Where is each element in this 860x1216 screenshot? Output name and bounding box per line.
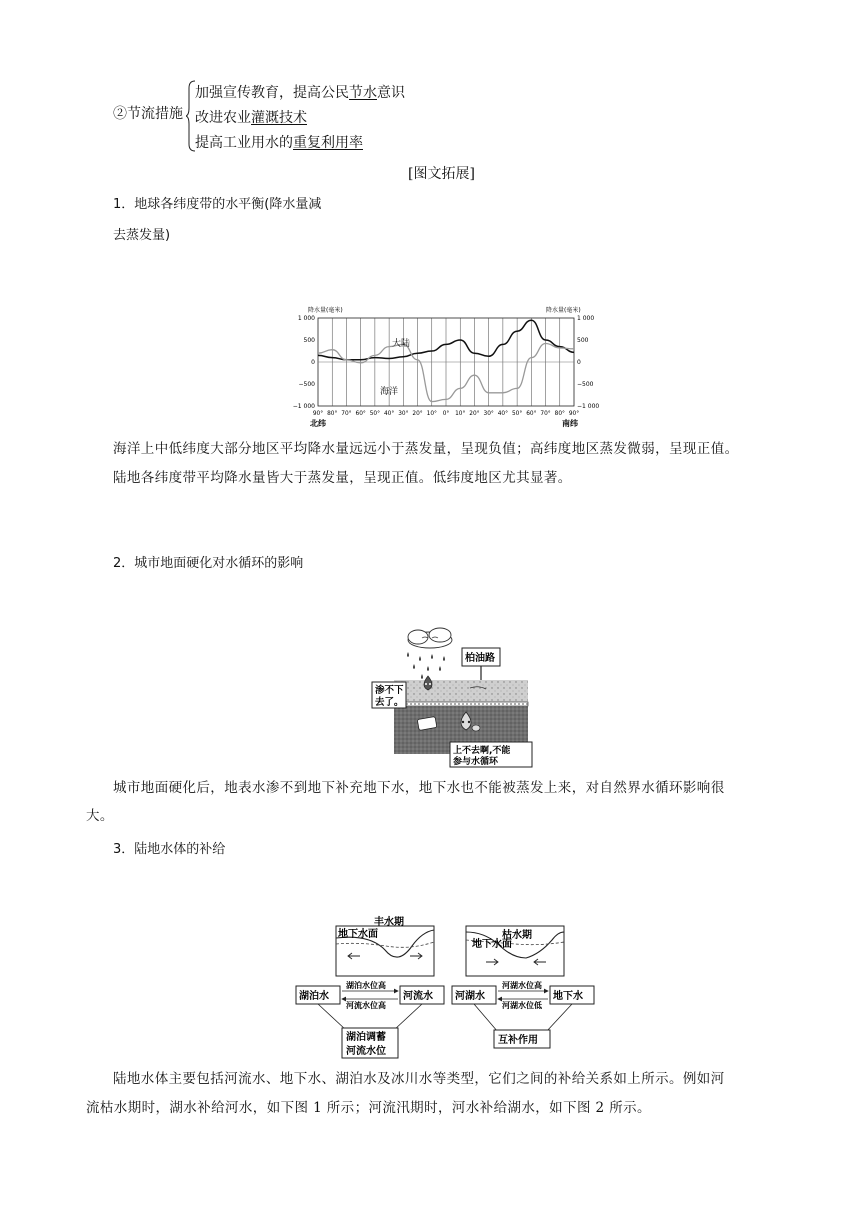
chart-y-tick-right: 500: [577, 337, 589, 344]
measure-line-3: [195, 132, 363, 152]
speech-seep-line-1: 渗不下: [375, 685, 404, 696]
measure-line-1-tail: 意识: [377, 85, 405, 101]
chart-x-tick-label: 20°: [469, 411, 480, 417]
chart-x-tick-label: 70°: [540, 411, 551, 417]
high-water-period: 丰水期: [374, 917, 404, 928]
chart-ylabel-left: 降水量(毫米): [308, 307, 343, 314]
item3-paragraph-1: 陆地水体主要包括河流水、地下水、湖泊水及冰川水等类型，它们之间的补给关系如上所示。例如河: [113, 1071, 725, 1087]
chart-y-tick-right: 0: [577, 359, 581, 366]
arrow-label-river-lake-high: 河湖水位高: [502, 981, 542, 990]
measure-line-2-text: 改进农业: [195, 110, 251, 126]
high-water-table-label: 地下水面: [338, 929, 378, 940]
chart-x-tick-label: 90°: [568, 411, 580, 417]
chart-x-tick-label: 80°: [554, 411, 565, 417]
measure-keyword-2: 灌溉技术: [251, 110, 307, 126]
item1-paragraph-2: 陆地各纬度带平均降水量皆大于蒸发量，呈现正值。低纬度地区尤其显著。: [113, 470, 572, 486]
low-water-period: 枯水期: [502, 930, 532, 941]
chart-x-tick-label: 40°: [497, 411, 509, 417]
speech-up-line-2: 参与水循环: [453, 757, 499, 767]
chart-x-tick-label: 40°: [383, 411, 395, 417]
item3-paragraph-2: 流枯水期时，湖水补给河水，如下图 1 所示；河流汛期时，河水补给湖水，如下图 2 所示。: [86, 1100, 651, 1116]
measure-line-2: [195, 107, 307, 127]
measure-line-3-text: 提高工业用水的: [195, 135, 293, 151]
item3-title: 3．陆地水体的补给: [113, 842, 226, 857]
chart-x-tick-label: 10°: [455, 411, 466, 417]
measures-label: ②节流措施: [113, 106, 183, 122]
high-water-panel: [296, 915, 444, 1058]
chart-y-tick-left: 500: [303, 337, 315, 344]
chart-x-tick-label: 50°: [511, 411, 523, 417]
item1-paragraph-1: 海洋上中低纬度大部分地区平均降水量远远小于蒸发量，呈现负值；高纬度地区蒸发微弱，呈现正值。: [113, 441, 739, 457]
box-groundwater-label: 地下水: [553, 991, 583, 1002]
lake-regulation-line-2: 河流水位: [346, 1046, 386, 1057]
chart-x-right-label: 南纬: [562, 419, 578, 428]
item1-title-paren: (降水量减: [264, 197, 322, 212]
arrow-label-river-high: 河流水位高: [346, 1001, 386, 1010]
chart-y-tick-left: 0: [311, 359, 315, 366]
chart-x-left-label: 北纬: [310, 419, 326, 428]
lake-regulation-line-1: 湖泊调蓄: [346, 1032, 386, 1043]
low-water-table-label: 地下水面: [472, 939, 512, 950]
item1-title-cont: 去蒸发量): [113, 228, 171, 243]
arrow-label-river-lake-low: 河湖水位低: [502, 1001, 542, 1010]
urban-hardening-illustration: [370, 626, 534, 768]
chart-y-tick-right: 1 000: [577, 315, 595, 322]
box-river-water-label: 河流水: [403, 991, 433, 1002]
chart-x-tick-label: 0°: [442, 411, 450, 417]
cloud-icon: [408, 628, 452, 648]
land-water-recharge-diagram: [290, 914, 600, 1062]
section-title: [图文拓展]: [408, 166, 475, 182]
box-lake-water-label: 湖泊水: [299, 991, 329, 1002]
chart-y-tick-left: −1 000: [292, 403, 315, 410]
chart-x-tick-label: 50°: [369, 411, 381, 417]
water-balance-chart: [290, 300, 600, 435]
speech-seep-line-2: 去了。: [375, 697, 404, 708]
chart-series-label-ocean: 海洋: [380, 387, 399, 397]
chart-ylabel-right: 降水量(毫米): [546, 307, 581, 314]
water-drop-character-surface: [424, 676, 432, 690]
measure-line-1: [195, 82, 405, 102]
chart-y-tick-right: −1 000: [577, 403, 600, 410]
arrow-label-lake-high: 湖泊水位高: [346, 981, 386, 990]
chart-x-tick-label: 20°: [412, 411, 423, 417]
chart-x-tick-label: 60°: [526, 411, 537, 417]
box-river-lake-water-label: 河湖水: [455, 991, 485, 1002]
chart-y-tick-right: −500: [577, 381, 594, 388]
item2-title: 2．城市地面硬化对水循环的影响: [113, 556, 304, 571]
item2-paragraph-2: 大。: [86, 808, 114, 824]
raindrops-icon: [407, 652, 445, 679]
speech-up-line-1: 上不去啊,不能: [453, 746, 511, 756]
chart-x-tick-label: 30°: [483, 411, 494, 417]
chart-x-tick-label: 30°: [398, 411, 409, 417]
chart-y-tick-left: 1 000: [297, 315, 315, 322]
measure-keyword-1: 节水: [349, 85, 377, 101]
measure-line-1-text: 加强宣传教育，提高公民: [195, 85, 349, 101]
item1-title: [113, 193, 321, 212]
item2-paragraph-1: 城市地面硬化后，地表水渗不到地下补充地下水，地下水也不能被蒸发上来，对自然界水循环影响很: [113, 780, 725, 796]
mutual-recharge-label: 互补作用: [498, 1035, 538, 1046]
chart-y-tick-left: −500: [298, 381, 315, 388]
measure-keyword-3: 重复利用率: [293, 135, 363, 151]
chart-x-tick-label: 10°: [426, 411, 437, 417]
chart-x-tick-label: 60°: [355, 411, 366, 417]
road-sign-label: 柏油路: [465, 653, 495, 664]
chart-x-tick-label: 90°: [312, 411, 324, 417]
chart-series-label-land: 大陆: [392, 339, 411, 349]
item1-title-text: 1．地球各纬度带的水平衡: [113, 197, 265, 212]
chart-x-tick-label: 70°: [341, 411, 352, 417]
chart-x-tick-label: 80°: [327, 411, 338, 417]
low-water-panel: [452, 926, 594, 1048]
